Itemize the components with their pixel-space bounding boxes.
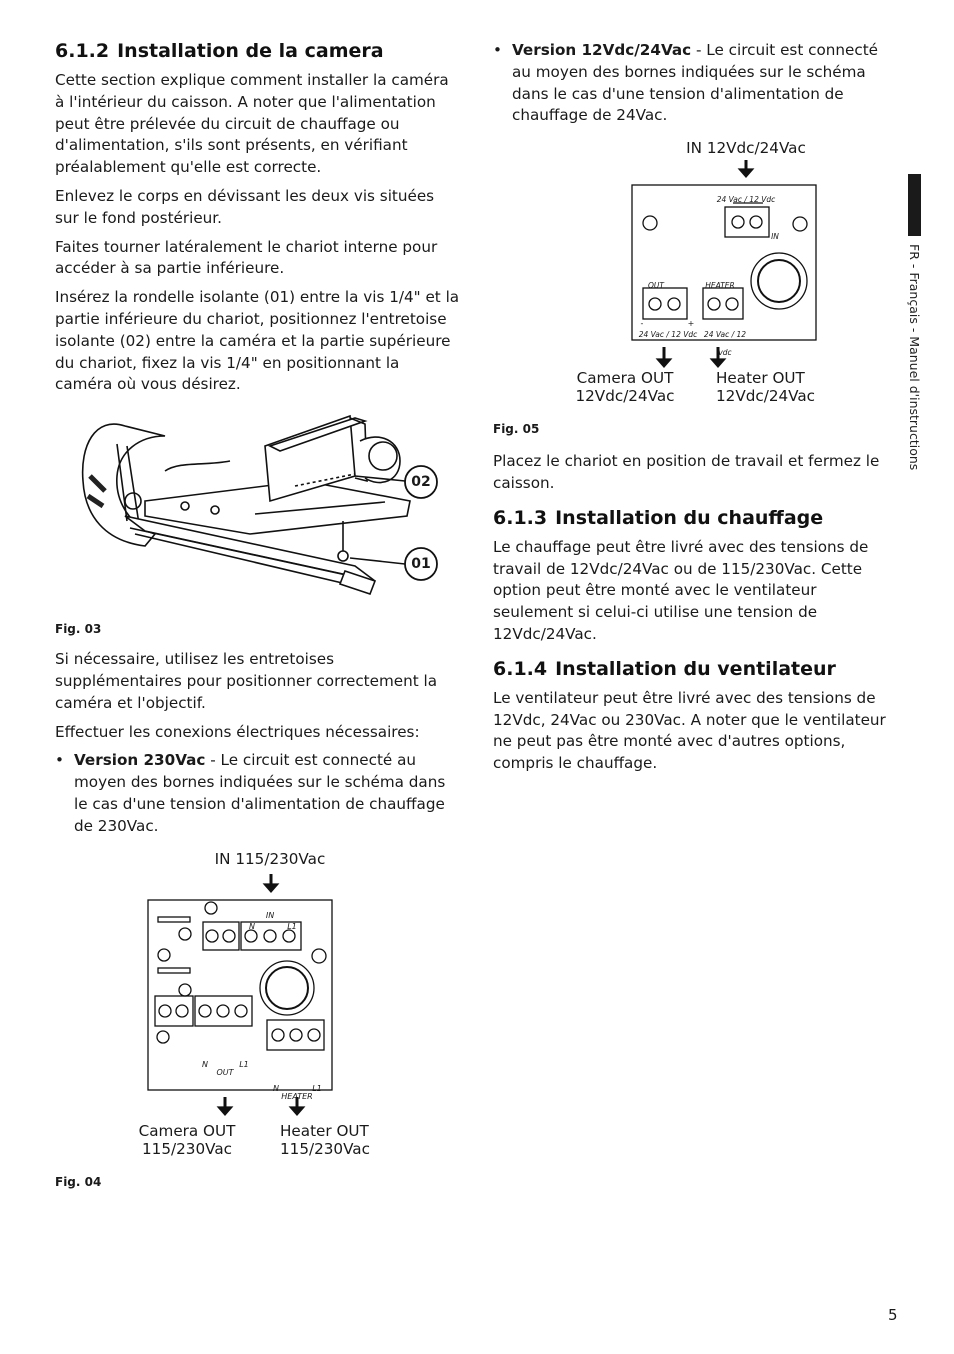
fig04-board-n2: N [202, 1059, 208, 1069]
fig05-board-top: 24 Vac / 12 Vdc [716, 195, 776, 205]
fig05-board-minus: - [640, 319, 644, 329]
bullet-version-12vdc-24vac: • Version 12Vdc/24Vac - Le circuit est connecté au moyen des bornes indiquées sur le schéma dans le cas d'une tension d'alimentation de chauffage de 24Vac. [493, 41, 879, 125]
fig04-camera-out-label: Camera OUT 115/230Vac [138, 1121, 236, 1158]
paragraph-insert-washer: Insérez la rondelle isolante (01) entre la vis 1/4" et la partie inférieure du chariot, positionnez l'entretoise isolante (02) entre la caméra et la partie supérieure du chariot, fixez la vis 1/4" en positionnant la caméra où vous désirez. [55, 288, 460, 394]
fig04-board-n3: N [273, 1083, 279, 1093]
fig04-in-label: IN 115/230Vac [214, 849, 326, 868]
figure-04-caption: Fig. 04 [55, 1174, 102, 1189]
fig05-in-label: IN 12Vdc/24Vac [686, 139, 806, 158]
bullet-list-230vac [55, 750, 461, 837]
fig05-heater-out-label: Heater OUT 12Vdc/24Vac [716, 369, 816, 406]
wiring-board-12vdc [493, 155, 899, 395]
callout-01-label: 01 [411, 556, 431, 573]
paragraph-remove-body: Enlevez le corps en dévissant les deux vis situées sur le fond postérieur. [55, 186, 435, 227]
fig04-board-l1a: L1 [287, 921, 297, 931]
paragraph-heater: Le chauffage peut être livré avec des tensions de travail de 12Vdc/24Vac ou de 115/230Vac. Cette option peut être monté avec le ventilateur seulement si celui-ci utilise une tension de 12Vdc/24Vac. [493, 537, 869, 643]
fig04-board-heater: HEATER [281, 1091, 313, 1101]
wiring-board-230vac [55, 872, 461, 1134]
fig04-board-out: OUT [216, 1067, 234, 1077]
fig04-board-l1b: L1 [239, 1059, 249, 1069]
side-tab-label: FR - Français - Manuel d'instructions [907, 244, 922, 471]
section-heading-6-1-4: 6.1.4 Installation du ventilateur [493, 657, 836, 680]
section-heading-6-1-2: 6.1.2 Installation de la camera [55, 40, 384, 62]
paragraph-intro: Cette section explique comment installer la caméra à l'intérieur du caisson. A noter que l'alimentation peut être prélevée du circuit de chauffage ou d'alimentation, s'ils sont présents, en vérifiant préalablement qu'elle est correcte. [55, 71, 449, 177]
language-tab-marker [908, 174, 921, 236]
camera-carriage-drawing [55, 406, 461, 611]
figure-05-caption: Fig. 05 [493, 422, 540, 437]
fig04-board-n1: N [249, 921, 255, 931]
paragraph-close-housing: Placez le chariot en position de travail et fermez le caisson. [493, 452, 880, 492]
fig05-board-heater-voltage: 24 Vac / 12 vdc [703, 330, 747, 358]
fig05-board-in: IN [771, 232, 779, 242]
figure-03-caption: Fig. 03 [55, 622, 102, 637]
bullet-version-230vac: • Version 230Vac - Le circuit est connecté au moyen des bornes indiquées sur le schéma dans le cas d'une tension d'alimentation de chauffage de 230Vac. [55, 751, 446, 835]
paragraph-spacers: Si nécessaire, utilisez les entretoises supplémentaires pour positionner correctement la caméra et l'objectif. [55, 650, 438, 712]
paragraph-connections: Effectuer les conexions électriques nécessaires: [55, 722, 420, 741]
fig05-board-plus: + [687, 319, 695, 329]
paragraph-rotate-carriage: Faites tourner latéralement le chariot interne pour accéder à sa partie inférieure. [55, 237, 438, 278]
paragraph-fan: Le ventilateur peut être livré avec des tensions de 12Vdc, 24Vac ou 230Vac. A noter que le ventilateur ne peut pas être monté avec d'autres options, compris le chauffage. [493, 688, 886, 773]
fig05-board-heater: HEATER [705, 281, 735, 291]
bullet-list-24vac [493, 40, 899, 127]
left-column [55, 38, 461, 1190]
callout-02-label: 02 [411, 474, 431, 491]
fig04-board-in: IN [265, 910, 275, 920]
section-heading-6-1-3: 6.1.3 Installation du chauffage [493, 506, 824, 529]
page-number: 5 [888, 1306, 898, 1324]
right-column [493, 40, 899, 782]
figure-05 [493, 137, 899, 411]
fig04-heater-out-label: Heater OUT 115/230Vac [280, 1121, 370, 1158]
fig05-board-out: OUT [648, 281, 664, 291]
fig04-board-l1c: L1 [312, 1083, 322, 1093]
fig05-board-out-voltage: 24 Vac / 12 Vdc [638, 330, 698, 340]
figure-03 [55, 406, 461, 611]
figure-04 [55, 850, 461, 1168]
fig05-camera-out-label: Camera OUT 12Vdc/24Vac [575, 369, 675, 406]
